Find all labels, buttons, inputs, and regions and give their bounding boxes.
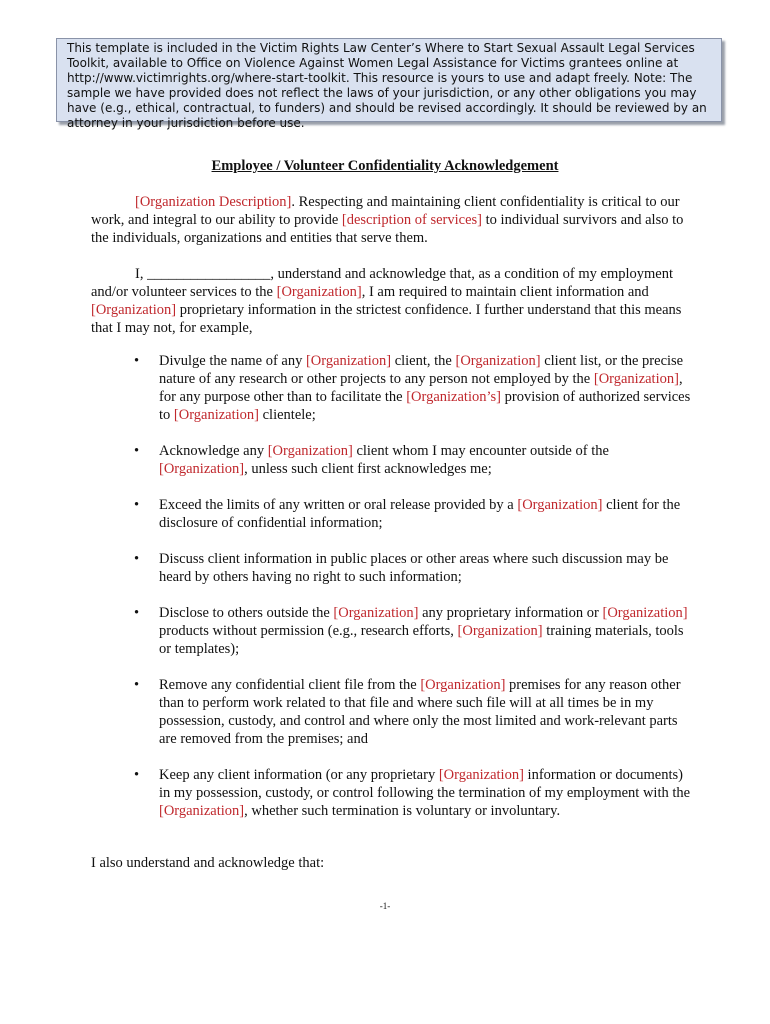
list-item xyxy=(91,352,691,424)
bullet-icon: • xyxy=(134,497,140,513)
list-item xyxy=(91,766,691,820)
text-span: Disclose to others outside the xyxy=(159,605,334,621)
placeholder-organization: [Organization] xyxy=(517,497,603,513)
placeholder-organization: [Organization] xyxy=(602,605,688,621)
bullet-icon: • xyxy=(134,677,140,693)
placeholder-organization-description: [Organization Description] xyxy=(135,194,292,210)
text-span: any proprietary information or xyxy=(418,605,603,621)
text-span: I, _________________, understand and acknowledge that, as a condition of my employment and/or volunteer services to the xyxy=(91,266,674,300)
text-span: products without permission (e.g., research efforts, xyxy=(159,623,458,639)
placeholder-organization: [Organization] xyxy=(438,767,524,783)
placeholder-organization: [Organization] xyxy=(91,302,177,318)
text-span: Acknowledge any xyxy=(159,443,268,459)
placeholder-description-of-services: [description of services] xyxy=(341,212,483,228)
acknowledgement-paragraph xyxy=(91,265,691,337)
closing-sentence: I also understand and acknowledge that: xyxy=(91,855,325,871)
placeholder-organization: [Organization] xyxy=(305,353,392,369)
text-span: Keep any client information (or any proprietary xyxy=(159,767,439,783)
placeholder-organization: [Organization] xyxy=(593,371,679,387)
bullet-icon: • xyxy=(134,605,140,621)
text-span: , for any purpose other than to facilitate the xyxy=(159,371,683,405)
list-item xyxy=(91,442,691,478)
placeholder-organization: [Organization] xyxy=(276,284,362,300)
text-span: client whom I may encounter outside of the xyxy=(352,443,609,459)
bullet-icon: • xyxy=(134,443,140,459)
placeholder-organization: [Organization] xyxy=(455,353,541,369)
bullet-icon: • xyxy=(134,551,140,567)
text-span: to individual survivors and also to the individuals, organizations and entities that serve them. xyxy=(91,212,684,246)
text-span: , whether such termination is voluntary or involuntary. xyxy=(244,803,561,819)
text-span: information or documents) in my possession, custody, or control following the termination of my employment with the xyxy=(159,767,691,801)
text-span: premises for any reason other than to perform work related to that file and where such file will at all times be in my possession, custody, and control and where only the most limited and work-relevant parts are removed from the premises; and xyxy=(159,677,681,747)
prohibitions-list xyxy=(91,352,691,838)
text-span: clientele; xyxy=(259,407,316,423)
list-item xyxy=(91,676,691,748)
text-span: client for the disclosure of confidential information; xyxy=(159,497,681,531)
list-item xyxy=(91,604,691,658)
placeholder-organization: [Organization] xyxy=(457,623,543,639)
text-span: provision of authorized services to xyxy=(159,389,691,423)
text-span: training materials, tools or templates); xyxy=(159,623,684,657)
list-item xyxy=(91,496,691,532)
text-span: Remove any confidential client file from the xyxy=(159,677,421,693)
placeholder-organization: [Organization] xyxy=(159,803,245,819)
placeholder-organization: [Organization] xyxy=(267,443,353,459)
placeholder-organization: [Organization] xyxy=(333,605,419,621)
page-number: -1- xyxy=(379,901,391,911)
list-item xyxy=(91,550,691,586)
document-title: Employee / Volunteer Confidentiality Acknowledgement xyxy=(211,158,559,174)
text-span: client list, or the precise nature of any research or other projects to any person not employed by the xyxy=(159,353,684,387)
template-notice-text: This template is included in the Victim Rights Law Center’s Where to Start Sexual Assault Legal Services Toolkit, available to Office on Violence Against Women Legal Assistance for Victims grantees online at http://www.victimrights.org/where-start-toolkit. This resource is yours to use and adapt freely. Note: The sample we have provided does not reflect the laws of your jurisdiction, or any other obligations you may have (e.g., ethical, contractual, to funders) and should be revised accordingly. It should be reviewed by an attorney in your jurisdiction before use. xyxy=(67,41,707,130)
text-span: Exceed the limits of any written or oral release provided by a xyxy=(159,497,518,513)
text-span: proprietary information in the strictest confidence. I further understand that this means that I may not, for example, xyxy=(91,302,682,336)
intro-paragraph xyxy=(91,193,691,247)
text-span: client, the xyxy=(391,353,456,369)
template-notice-box xyxy=(56,38,722,130)
placeholder-organization: [Organization] xyxy=(420,677,506,693)
text-span: , unless such client first acknowledges me; xyxy=(244,461,492,477)
text-span: Discuss client information in public places or other areas where such discussion may be heard by others having no right to such information; xyxy=(159,551,669,585)
placeholder-organization: [Organization’s] xyxy=(406,389,501,405)
text-span: , I am required to maintain client information and xyxy=(361,284,649,300)
bullet-icon: • xyxy=(134,353,140,369)
placeholder-organization: [Organization] xyxy=(159,461,245,477)
text-span: . Respecting and maintaining client confidentiality is critical to our work, and integral to our ability to provide xyxy=(91,194,680,228)
bullet-icon: • xyxy=(134,767,140,783)
text-span: Divulge the name of any xyxy=(159,353,306,369)
placeholder-organization: [Organization] xyxy=(173,407,259,423)
